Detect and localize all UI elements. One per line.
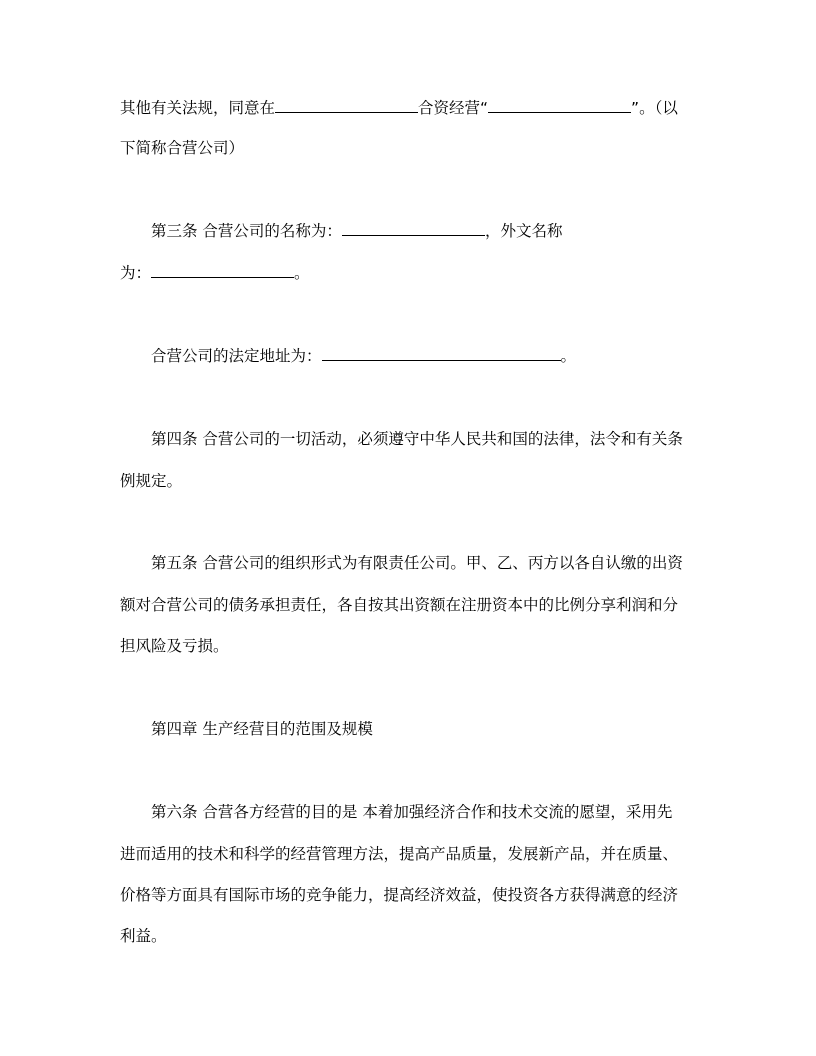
fill-in-blank — [151, 263, 294, 278]
article-5-line: 第五条 合营公司的组织形式为有限责任公司。甲、乙、丙方以各自认缴的出资 — [151, 554, 683, 572]
text-segment: ，外文名称 — [484, 222, 563, 240]
fill-in-blank — [275, 98, 418, 113]
text-segment: 第三条 合营公司的名称为： — [151, 222, 342, 240]
text-line: 价格等方面具有国际市场的竞争能力，提高经济效益，使投资各方获得满意的经济 — [120, 886, 679, 904]
text-line: 额对合营公司的债务承担责任，各自按其出资额在注册资本中的比例分享利润和分 — [120, 596, 679, 614]
chapter-4-heading: 第四章 生产经营目的范围及规模 — [151, 720, 373, 738]
text-line: 担风险及亏损。 — [120, 637, 229, 655]
article-4-line: 第四条 合营公司的一切活动，必须遵守中华人民共和国的法律，法令和有关条 — [151, 430, 683, 448]
text-line — [120, 98, 678, 118]
text-line: 例规定。 — [120, 472, 183, 490]
address-line — [151, 346, 576, 366]
article-6-line: 第六条 合营各方经营的目的是 本着加强经济合作和技术交流的愿望，采用先 — [151, 803, 673, 821]
fill-in-blank — [342, 221, 485, 236]
fill-in-blank — [322, 346, 561, 361]
text-line: 下简称合营公司） — [120, 139, 245, 157]
text-line — [120, 263, 310, 283]
text-segment: 。 — [560, 347, 577, 365]
text-segment: 。 — [294, 264, 310, 282]
text-segment: ”。（以 — [631, 99, 678, 117]
article-3-line — [151, 221, 562, 241]
text-segment: 其他有关法规，同意在 — [120, 99, 276, 117]
text-segment: 合营公司的法定地址为： — [151, 347, 322, 365]
text-segment: 合资经营“ — [418, 99, 489, 117]
text-line: 进而适用的技术和科学的经营管理方法，提高产品质量，发展新产品，并在质量、 — [120, 845, 679, 863]
text-segment: 为： — [120, 264, 152, 282]
text-line: 利益。 — [120, 927, 167, 945]
fill-in-blank — [488, 98, 631, 113]
